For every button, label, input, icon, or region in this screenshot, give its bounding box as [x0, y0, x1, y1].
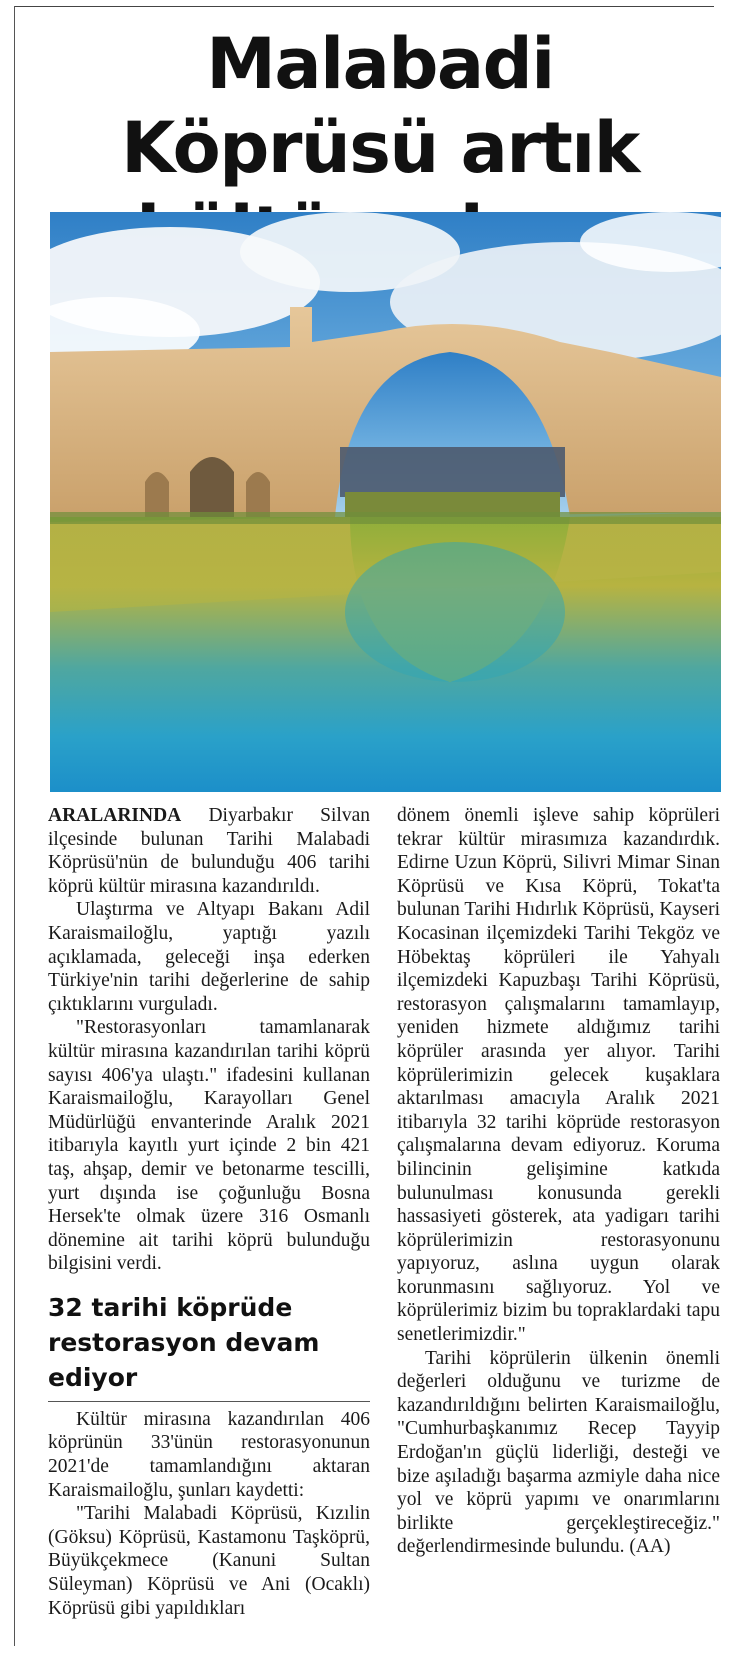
top-rule — [14, 6, 714, 7]
body-paragraph: "Restorasyonları tamamlanarak kültür mirasına kazandırılan tarihi köprü sayısı 406'ya ulaştı." ifadesini kullanan Karaismailoğlu, Karayolları Genel Müdürlüğü envanterinde Aralık 2021 itibarıyla kayıtlı yurt içinde 2 bin 421 taş, ahşap, demir ve betonarme tescilli, yurt dışında ise çoğunluğu Bosna Hersek'te olmak üzere 316 Osmanlı dönemine ait tarihi köprü bulunduğu bilgisini verdi. — [48, 1017, 370, 1275]
bridge-photo — [50, 212, 721, 792]
lead-kicker: ARALARINDA — [48, 805, 182, 826]
headline: Malabadi Köprüsü artık — [121, 23, 639, 189]
body-paragraph: dönem önemli işleve sahip köprüleri tekrar kültür mirasımıza kazandırdık. Edirne Uzun Köprü, Silivri Mimar Sinan Köprüsü ve Kısa Köprü, Tokat'ta bulunan Tarihi Hıdırlık Köprüsü, Kayseri Kocasinan ilçemizdeki Tarihi Tekgöz ve Höbektaş köprüleri ile Yahyalı ilçemizdeki Kapuzbaşı Tarihi Köprüsü, restorasyon çalışmalarını tamamlayıp, yeniden hizmete aldığımız tarihi köprüler arasında yer alıyor. Tarihi köprülerimizin gelecek kuşaklara aktarılması amacıyla Aralık 2021 itibarıyla 32 tarihi köprüde restorasyon çalışmalarına devam ediyoruz. Koruma bilincinin gelişimine katkıda bulunulması konusunda gerekli hassasiyeti gösterek, ata yadigarı tarihi köprülerimizin restorasyonunu yapıyoruz, aslına uygun olarak korunmasını sağlıyoruz. Yol ve köprülerimiz bizim bu topraklardaki tapu senetlerimizdir." — [397, 805, 720, 1346]
lead-text: Diyarbakır Silvan ilçesinde bulunan Tarihi Malabadi Köprüsü'nün de bulunduğu 406 tarihi köprü kültür mirasına kazandırıldı. — [48, 805, 370, 897]
subheading: 32 tarihi köprüde restorasyon devam ediyor — [48, 1290, 370, 1402]
body-paragraph: Kültür mirasına kazandırılan 406 köprünün 33'ünün restorasyonunun 2021'de tamamlandığını aktaran Karaismailoğlu, şunları kaydetti: — [48, 1408, 370, 1501]
column-right — [397, 804, 720, 1559]
column-left — [48, 804, 370, 1620]
body-paragraph: Tarihi köprülerin ülkenin önemli değerleri olduğunu ve turizme de kazandırıldığını belirten Karaismailoğlu, "Cumhurbaşkanımız Recep Tayyip Erdoğan'ın güçlü liderliği, desteği ve bize aşıladığı başarma azmiyle daha nice yol ve köprü yapımı ve onarımlarını birlikte gerçekleştireceğiz." değerlendirmesinde bulundu. (AA) — [397, 1347, 720, 1558]
body-paragraph: Ulaştırma ve Altyapı Bakanı Adil Karaismailoğlu, yaptığı yazılı açıklamada, geleceği inşa ederken Türkiye'nin tarihi değerlerine de sahip çıktıklarını vurguladı. — [48, 899, 370, 1015]
column-rule — [14, 6, 15, 1646]
body-paragraph: "Tarihi Malabadi Köprüsü, Kızılin (Göksu) Köprüsü, Kastamonu Taşköprü, Büyükçekmece (Kanuni Sultan Süleyman) Köprüsü ve Ani (Ocaklı) Köprüsü gibi yapıldıkları — [48, 1503, 370, 1619]
lead-paragraph — [48, 804, 370, 898]
